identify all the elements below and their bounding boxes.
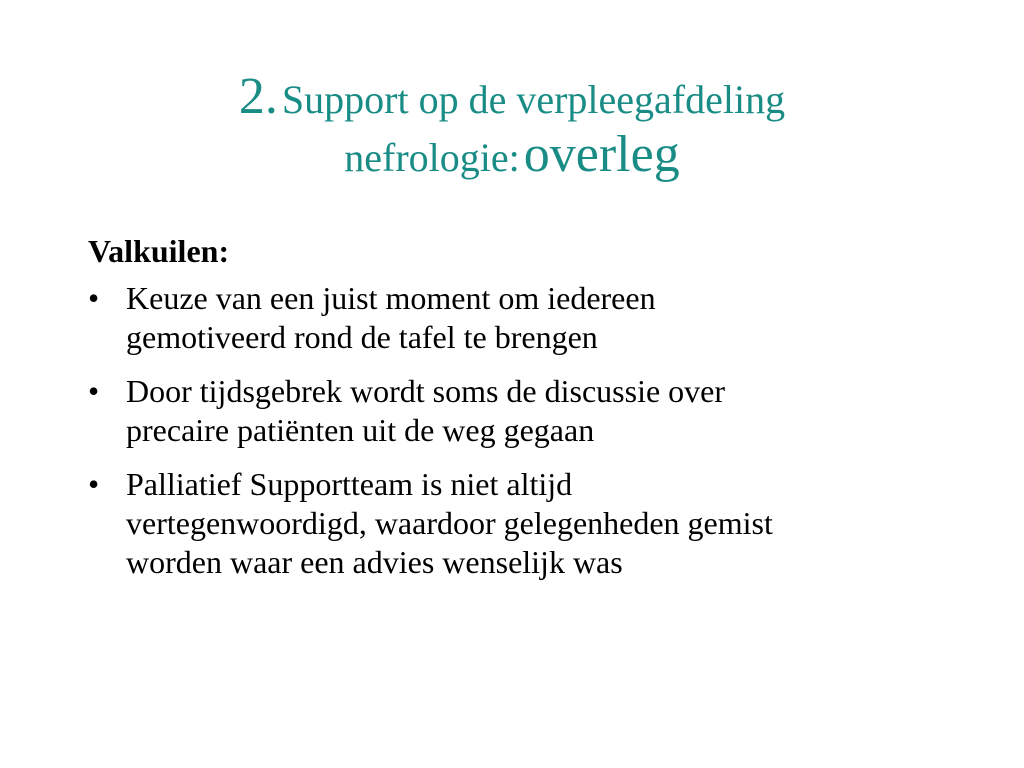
bullet-icon: • — [88, 280, 100, 316]
bullet-1-line-1: Keuze van een juist moment om iedereen — [126, 280, 656, 316]
bullet-2-line-1: Door tijdsgebrek wordt soms de discussie over — [126, 373, 726, 409]
slide-title — [60, 68, 964, 184]
bullet-3-line-3: worden waar een advies wenselijk was — [126, 544, 623, 580]
bullet-icon: • — [88, 373, 100, 409]
bullet-1-line-2: gemotiveerd rond de tafel te brengen — [126, 319, 598, 355]
bullet-2-line-2: precaire patiënten uit de weg gegaan — [126, 412, 595, 448]
title-number: 2. — [238, 68, 278, 125]
bullet-icon: • — [88, 466, 100, 502]
bullet-item-2 — [88, 372, 968, 450]
title-line-1-text: Support op de verpleegafdeling — [281, 77, 786, 122]
bullet-list — [88, 279, 968, 582]
slide-body — [88, 232, 968, 597]
bullet-3-line-2: vertegenwoordigd, waardoor gelegenheden gemist — [126, 505, 773, 541]
bullet-3-line-1: Palliatief Supportteam is niet altijd — [126, 466, 573, 502]
title-line-1 — [60, 68, 964, 126]
title-emphasis: overleg — [523, 126, 680, 184]
bullet-item-1 — [88, 279, 968, 357]
title-line-2-text: nefrologie: — [344, 135, 520, 181]
title-line-2 — [60, 126, 964, 184]
bullet-item-3 — [88, 465, 968, 582]
section-heading: Valkuilen: — [88, 233, 230, 269]
